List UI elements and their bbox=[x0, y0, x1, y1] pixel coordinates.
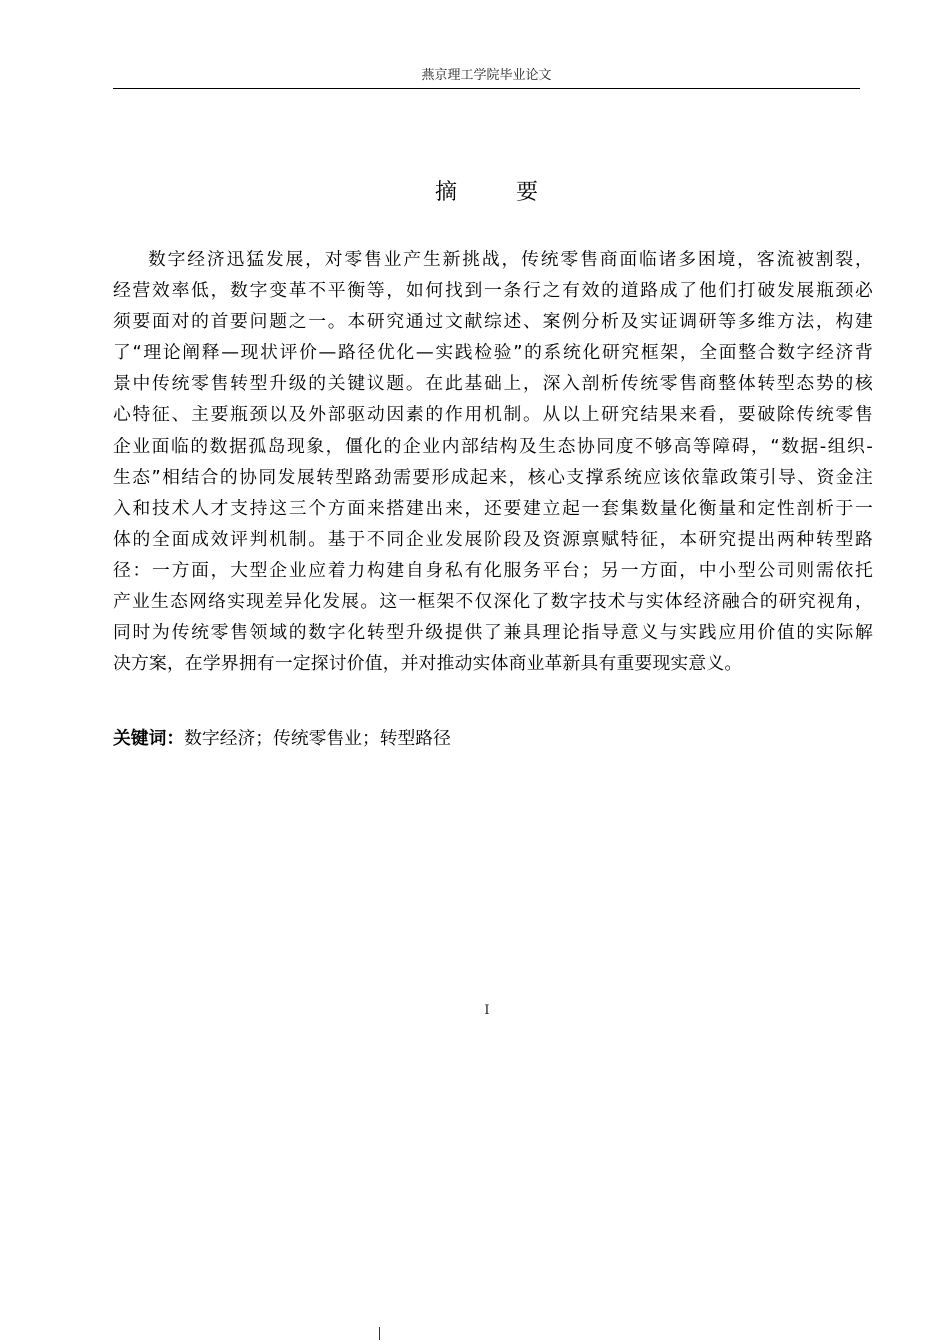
abstract-line: 了“理论阐释—现状评价—路径优化—实践检验”的系统化研究框架，全面整合数字经济背 bbox=[113, 342, 873, 364]
abstract-line: 景中传统零售转型升级的关键议题。在此基础上，深入剖析传统零售商整体转型态势的核 bbox=[113, 373, 873, 395]
header-rule bbox=[113, 88, 860, 89]
abstract-line: 经营效率低，数字变革不平衡等，如何找到一条行之有效的道路成了他们打破发展瓶颈必 bbox=[113, 280, 873, 302]
abstract-line: 生态”相结合的协同发展转型路劲需要形成起来，核心支撑系统应该依靠政策引导、资金注 bbox=[113, 466, 873, 488]
abstract-line: 企业面临的数据孤岛现象，僵化的企业内部结构及生态协同度不够高等障碍，“数据-组织- bbox=[113, 435, 873, 457]
abstract-line: 同时为传统零售领域的数字化转型升级提供了兼具理论指导意义与实践应用价值的实际解 bbox=[113, 622, 873, 644]
crop-mark bbox=[379, 1327, 380, 1340]
abstract-line: 产业生态网络实现差异化发展。这一框架不仅深化了数字技术与实体经济融合的研究视角， bbox=[113, 591, 873, 613]
keywords-value: 数字经济；传统零售业；转型路径 bbox=[184, 728, 451, 749]
abstract-title: 摘 要 bbox=[435, 180, 564, 205]
abstract-body bbox=[113, 244, 873, 679]
abstract-line: 心特征、主要瓶颈以及外部驱动因素的作用机制。从以上研究结果来看，要破除传统零售 bbox=[113, 404, 873, 426]
abstract-line: 入和技术人才支持这三个方面来搭建出来，还要建立起一套集数量化衡量和定性剖析于一 bbox=[113, 497, 873, 519]
page-number: I bbox=[484, 1003, 490, 1018]
abstract-line: 数字经济迅猛发展，对零售业产生新挑战，传统零售商面临诸多困境，客流被割裂， bbox=[148, 249, 873, 270]
abstract-line: 径：一方面，大型企业应着力构建自身私有化服务平台；另一方面，中小型公司则需依托 bbox=[113, 559, 873, 581]
keywords-label: 关键词： bbox=[113, 728, 185, 749]
running-header: 燕京理工学院毕业论文 bbox=[421, 68, 552, 83]
abstract-line: 决方案，在学界拥有一定探讨价值，并对推动实体商业革新具有重要现实意义。 bbox=[113, 653, 743, 675]
keywords bbox=[113, 723, 451, 754]
abstract-line: 体的全面成效评判机制。基于不同企业发展阶段及资源禀赋特征，本研究提出两种转型路 bbox=[113, 528, 873, 550]
abstract-line: 须要面对的首要问题之一。本研究通过文献综述、案例分析及实证调研等多维方法，构建 bbox=[113, 311, 873, 333]
